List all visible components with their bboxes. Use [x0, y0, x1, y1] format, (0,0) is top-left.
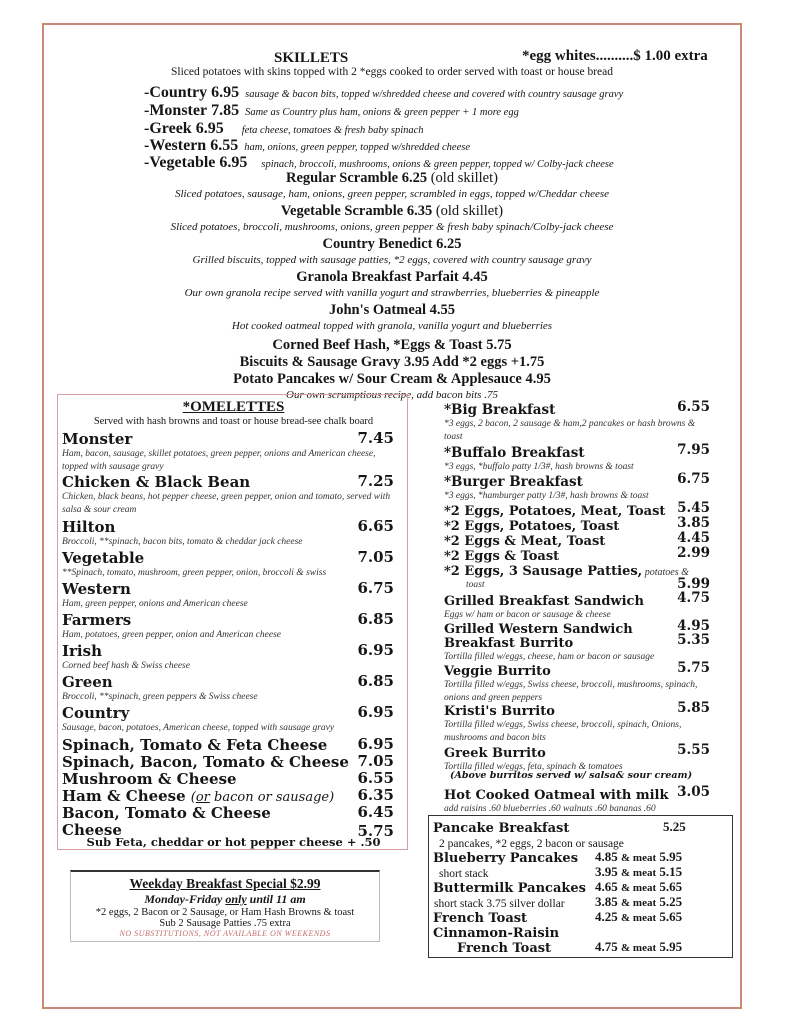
- menu-item-title: Biscuits & Sausage Gravy 3.95 Add *2 eggs +1.75: [239, 354, 545, 370]
- pancake-item: Cinnamon-Raisin: [433, 926, 560, 941]
- omelettes-subtitle: Served with hash browns and toast or house bread-see chalk board: [93, 416, 374, 427]
- breakfast-item: *Burger Breakfast 6.75 *3 eggs, *hamburger patty 1/3#, hash browns & toast: [444, 471, 710, 501]
- skillet-item: -Greek 6.95 feta cheese, tomatoes & fresh baby spinach: [144, 120, 424, 137]
- weekday-special-box: [70, 870, 380, 942]
- skillet-item: -Country 6.95 sausage & bacon bits, topped w/shredded cheese and covered with country sausage gravy: [144, 84, 624, 101]
- omelette-item: Bacon, Tomato & Cheese 6.45: [62, 803, 394, 822]
- breakfast-item: Grilled Western Sandwich 4.95: [444, 618, 710, 637]
- menu-item-desc: Grilled biscuits, topped with sausage patties, *2 eggs, covered with country sausage gravy: [192, 254, 592, 266]
- menu-item-title: John's Oatmeal 4.55: [328, 302, 456, 318]
- weekday-special-warning: NO SUBSTITUTIONS, NOT AVAILABLE ON WEEKENDS: [119, 929, 331, 938]
- menu-item-title: Vegetable Scramble 6.35 (old skillet): [280, 203, 504, 219]
- pancakes-box: [428, 815, 733, 958]
- menu-item-desc: Sliced potatoes, broccoli, mushrooms, onions, green pepper & fresh baby spinach/Colby-jack cheese: [170, 221, 614, 233]
- weekday-special-line: Sub 2 Sausage Patties .75 extra: [159, 918, 291, 929]
- omelette-item: Farmers 6.85 Ham, potatoes, green pepper, onion and American cheese: [62, 610, 394, 640]
- omelette-item: Irish 6.95 Corned beef hash & Swiss cheese: [62, 641, 394, 671]
- pancake-item: French Toast 4.75 & meat 5.95: [457, 939, 683, 956]
- breakfast-item: *2 Eggs, Potatoes, Meat, Toast 5.45: [444, 500, 710, 519]
- pancake-item: Blueberry Pancakes 4.85 & meat 5.95: [433, 849, 683, 866]
- breakfast-item: Kristi's Burrito 5.85 Tortilla filled w/eggs, Swiss cheese, broccoli, spinach, Onions, mushrooms and bacon bits: [444, 700, 710, 743]
- menu-item-title: Regular Scramble 6.25 (old skillet): [286, 170, 498, 186]
- breakfast-item: *2 Eggs, Potatoes, Toast 3.85: [444, 515, 710, 534]
- skillets-title: SKILLETS: [274, 50, 349, 66]
- pancake-sub: short stack 3.75 silver dollar 3.85 & meat 5.25: [434, 894, 683, 910]
- breakfast-item: *2 Eggs, 3 Sausage Patties, potatoes & toast 5.99: [444, 564, 710, 592]
- omelettes-box: [57, 394, 408, 850]
- menu-item-desc: Hot cooked oatmeal topped with granola, vanilla yogurt and blueberries: [231, 320, 553, 332]
- cheese-sub-note: Sub Feta, cheddar or hot pepper cheese + .50: [86, 835, 381, 849]
- skillets-subtitle: Sliced potatoes with skins topped with 2 *eggs cooked to order served with toast or house bread: [170, 66, 614, 78]
- weekday-special-title: Weekday Breakfast Special $2.99: [129, 876, 321, 891]
- breakfast-item: *Big Breakfast 6.55 *3 eggs, 2 bacon, 2 sausage & ham,2 pancakes or hash browns & toast: [444, 399, 710, 442]
- burrito-note: (Above burritos served w/ salsa& sour cream): [450, 770, 693, 781]
- omelette-item: Country 6.95 Sausage, bacon, potatoes, American cheese, topped with sausage gravy: [62, 703, 394, 733]
- omelette-item: Cheese 5.75: [62, 821, 394, 840]
- menu-item-desc: Sliced potatoes, sausage, ham, onions, green pepper, scrambled in eggs, topped w/Cheddar cheese: [174, 188, 610, 200]
- breakfast-item: Veggie Burrito 5.75 Tortilla filled w/eggs, Swiss cheese, broccoli, mushrooms, spinach, onions and green peppers: [444, 660, 710, 703]
- omelette-item: Spinach, Bacon, Tomato & Cheese 7.05: [62, 752, 394, 771]
- pancake-item: Pancake Breakfast 5.25: [433, 819, 686, 836]
- breakfast-item: *Buffalo Breakfast 7.95 *3 eggs, *buffalo patty 1/3#, hash browns & toast: [444, 442, 710, 472]
- omelette-item: Mushroom & Cheese 6.55: [62, 769, 394, 788]
- omelette-item: Monster 7.45 Ham, bacon, sausage, skillet potatoes, green pepper, onions and American cheese, topped with sausage gravy: [62, 429, 394, 472]
- omelette-item: Chicken & Black Bean 7.25 Chicken, black beans, hot pepper cheese, green pepper, onion and tomato, served with salsa & sour cream: [62, 472, 394, 515]
- breakfast-item: *2 Eggs & Toast 2.99: [444, 545, 710, 564]
- weekday-special-line: *2 eggs, 2 Bacon or 2 Sausage, or Ham Hash Browns & toast: [95, 907, 355, 918]
- skillet-item: -Monster 7.85 Same as Country plus ham, onions & green pepper + 1 more egg: [144, 102, 519, 119]
- omelettes-title: *OMELETTES: [182, 399, 285, 415]
- pancake-sub: short stack 3.95 & meat 5.15: [439, 864, 683, 880]
- pancake-sub: 2 pancakes, *2 eggs, 2 bacon or sausage: [439, 838, 624, 850]
- breakfast-item: *2 Eggs & Meat, Toast 4.45: [444, 530, 710, 549]
- menu-item-title: Granola Breakfast Parfait 4.45: [296, 269, 488, 285]
- skillet-item: -Western 6.55 ham, onions, green pepper, topped w/shredded cheese: [144, 137, 471, 154]
- menu-item-title: Corned Beef Hash, *Eggs & Toast 5.75: [272, 337, 512, 353]
- menu-item-desc: Our own scrumptious recipe, add bacon bits .75: [286, 389, 498, 401]
- omelette-item: Western 6.75 Ham, green pepper, onions and American cheese: [62, 579, 394, 609]
- menu-item-desc: Our own granola recipe served with vanilla yogurt and strawberries, blueberries & pineapple: [184, 287, 600, 299]
- pancake-item: Buttermilk Pancakes 4.65 & meat 5.65: [433, 879, 683, 896]
- menu-item-title: Potato Pancakes w/ Sour Cream & Applesauce 4.95: [233, 371, 551, 387]
- breakfast-item: Hot Cooked Oatmeal with milk 3.05 add raisins .60 blueberries .60 walnuts .60 bananas .60: [444, 784, 710, 814]
- omelette-item: Ham & Cheese (or bacon or sausage) 6.35: [62, 786, 394, 805]
- omelette-item: Green 6.85 Broccoli, **spinach, green peppers & Swiss cheese: [62, 672, 394, 702]
- menu-item-title: Country Benedict 6.25: [322, 236, 462, 252]
- breakfast-item: Grilled Breakfast Sandwich 4.75 Eggs w/ ham or bacon or sausage & cheese: [444, 590, 710, 620]
- egg-whites-note: *egg whites..........$ 1.00 extra: [522, 48, 708, 64]
- skillet-item: -Vegetable 6.95 spinach, broccoli, mushrooms, onions & green pepper, topped w/ Colby-jack cheese: [144, 154, 614, 171]
- omelette-item: Spinach, Tomato & Feta Cheese 6.95: [62, 735, 394, 754]
- breakfast-item: Greek Burrito 5.55 Tortilla filled w/eggs, feta, spinach & tomatoes: [444, 742, 710, 772]
- weekday-special-schedule: Monday-Friday only until 11 am: [144, 892, 306, 906]
- breakfast-item: Breakfast Burrito 5.35 Tortilla filled w/eggs, cheese, ham or bacon or sausage: [444, 632, 710, 662]
- pancake-item: French Toast 4.25 & meat 5.65: [433, 909, 683, 926]
- omelette-item: Hilton 6.65 Broccoli, **spinach, bacon bits, tomato & cheddar jack cheese: [62, 517, 394, 547]
- omelette-item: Vegetable 7.05 **Spinach, tomato, mushroom, green pepper, onion, broccoli & swiss: [62, 548, 394, 578]
